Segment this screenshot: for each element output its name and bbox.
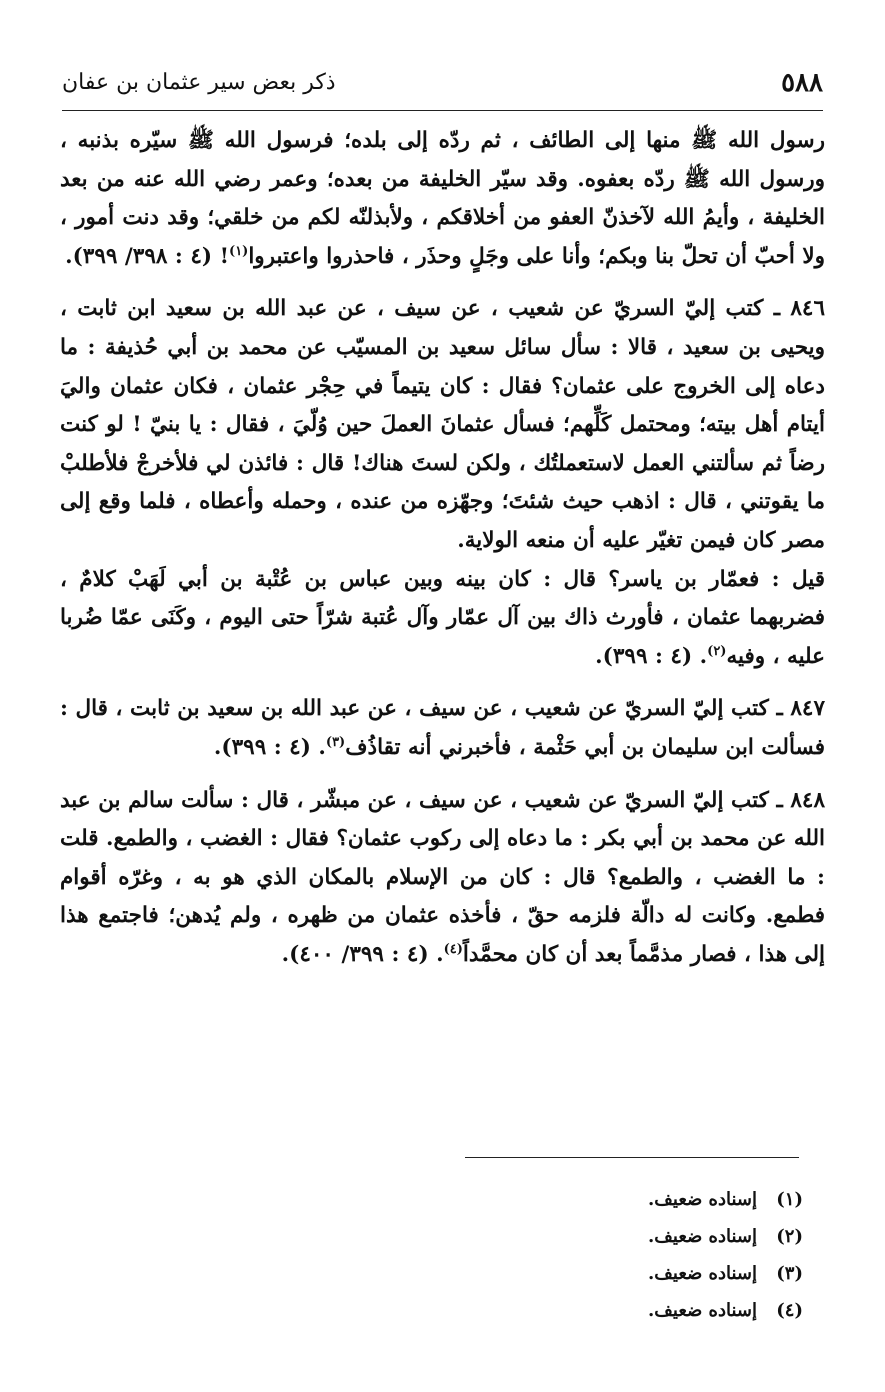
- footnote-marker: (٣): [325, 734, 346, 750]
- footnote-1: [303, 1185, 803, 1222]
- paragraph-tail: !: [212, 243, 230, 269]
- paragraph-text: رسول الله ﷺ منها إلى الطائف ، ثم ردّه إلى بلده؛ فرسول الله ﷺ سيّره بذنبه ، ورسول الله ﷺ ردّه بعفوه. وقد سيّر الخليفة من بعده؛ وعمر رضي الله عنه من بعد الخليفة ، وأيمُ الله لآخذنّ العفو من أخلاقكم ، ولأبذلنّه لكم من خلقي؛ وقد دنت أمور ، ولا أحبّ أن تحلّ بنا وبكم؛ وأنا على وجَلٍ وحذَر ، فاحذروا واعتبروا: [60, 128, 825, 269]
- paragraph-tail: .: [692, 643, 708, 669]
- paragraph-tail: .: [310, 734, 326, 760]
- paragraph-848: [60, 782, 825, 975]
- footnotes: [303, 1185, 803, 1333]
- paragraph-846: [60, 290, 825, 560]
- footnote-3: [303, 1259, 803, 1296]
- page-number: ٥٨٨: [781, 68, 823, 98]
- paragraph-text: ٨٤٨ ـ كتب إليّ السريّ عن شعيب ، عن سيف ، عن مبشّر ، قال : سألت سالم بن عبد الله عن محمد بن أبي بكر : ما دعاه إلى ركوب عثمان؟ فقال : الغضب ، والطمع. قلت : ما الغضب ، والطمع؟ قال : كان من الإسلام بالمكان الذي هو به ، وغرّه أقوام فطمع. وكانت له دالّة فلزمه حقّ ، فأخذه عثمان من ظهره ، ولم يُدهن؛ فاجتمع هذا إلى هذا ، فصار مذمَّماً بعد أن كان محمَّداً: [60, 787, 825, 967]
- paragraph-846-cont: [60, 561, 825, 677]
- main-text: [60, 122, 825, 974]
- footnote-text: إسناده ضعيف.: [647, 1189, 757, 1210]
- header-rule: [62, 110, 823, 111]
- page-header: [62, 66, 823, 110]
- source-reference: (٤ : ٣٩٨/ ٣٩٩).: [65, 243, 213, 269]
- footnote-number: (٣): [776, 1263, 803, 1284]
- footnote-number: (٢): [776, 1226, 803, 1247]
- paragraph-text: ٨٤٦ ـ كتب إليّ السريّ عن شعيب ، عن سيف ، عن عبد الله بن سعيد ابن ثابت ، ويحيى بن سعيد ، قالا : سأل سائل سعيد بن المسيّب عن محمد بن أبي حُذيفة : ما دعاه إلى الخروج على عثمان؟ فقال : كان يتيماً في حِجْر عثمان ، فكان عثمان واليَ أيتام أهل بيته؛ ومحتمل كَلِّهم؛ فسأل عثمانَ العملَ حين وُلّيَ ، فقال : يا بنيّ ! لو كنت رضاً ثم سألتني العمل لاستعملتُك ، ولكن لستَ هناك! قال : فائذن لي فلأخرجْ فلأطلبْ ما يقوتني ، قال : اذهب حيث شئتَ؛ وجهّزه من عنده ، وحمله وأعطاه ، فلما وقع إلى مصر كان فيمن تغيّر عليه أن منعه الولاية.: [60, 296, 825, 553]
- footnote-number: (٤): [776, 1300, 803, 1321]
- source-reference: (٤ : ٣٩٩).: [595, 643, 693, 669]
- footnote-marker: (٤): [443, 941, 463, 957]
- footnote-rule: [465, 1157, 799, 1158]
- footnote-text: إسناده ضعيف.: [647, 1226, 757, 1247]
- paragraph-847: [60, 690, 825, 767]
- running-title: ذكر بعض سير عثمان بن عفان: [62, 70, 336, 95]
- footnote-2: [303, 1222, 803, 1259]
- footnote-text: إسناده ضعيف.: [647, 1263, 757, 1284]
- paragraph-tail: .: [428, 941, 444, 967]
- footnote-number: (١): [776, 1189, 803, 1210]
- source-reference: (٤ : ٣٩٩).: [213, 734, 311, 760]
- footnote-text: إسناده ضعيف.: [647, 1300, 757, 1321]
- paragraph-text: قيل : فعمّار بن ياسر؟ قال : كان بينه وبين عباس بن عُتْبة بن أبي لَهَبْ كلامٌ ، فضربهما عثمان ، فأورث ذاك بين آل عمّار وآل عُتبة شرّاً حتى اليوم ، وكَنَى عمّا ضُربا عليه ، وفيه: [60, 566, 825, 669]
- footnote-4: [303, 1296, 803, 1333]
- footnote-marker: (٢): [707, 643, 727, 659]
- source-reference: (٤ : ٣٩٩/ ٤٠٠).: [281, 941, 429, 967]
- footnote-marker: (١): [229, 243, 249, 259]
- paragraph-text: ٨٤٧ ـ كتب إليّ السريّ عن شعيب ، عن سيف ، عن عبد الله بن سعيد بن ثابت ، قال : فسألت ابن سليمان بن أبي حَثْمة ، فأخبرني أنه تقاذُف: [60, 696, 825, 760]
- paragraph-1: [60, 122, 825, 276]
